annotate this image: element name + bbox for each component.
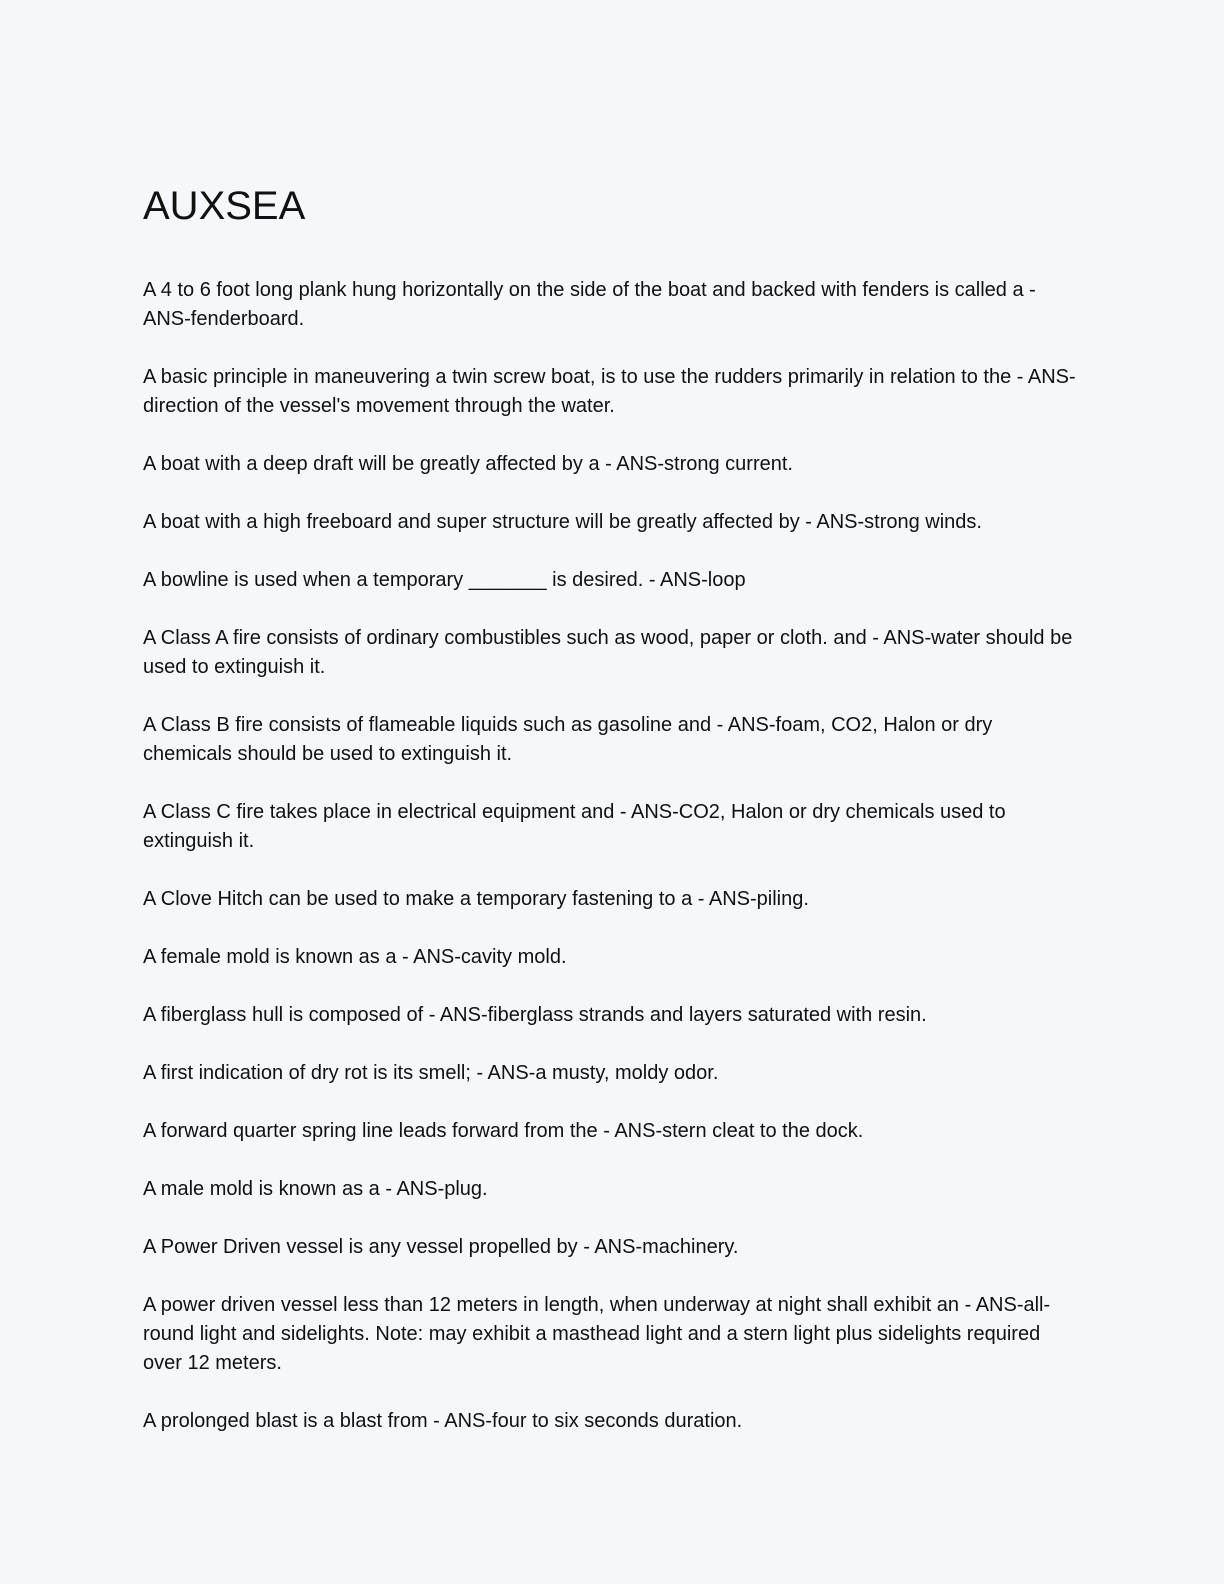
qa-item: A fiberglass hull is composed of - ANS-fiberglass strands and layers saturated with resin. bbox=[143, 1004, 927, 1026]
qa-item: A boat with a high freeboard and super structure will be greatly affected by - ANS-strong winds. bbox=[143, 511, 982, 533]
qa-item: A 4 to 6 foot long plank hung horizontally on the side of the boat and backed with fenders is called a - ANS-fenderboard. bbox=[143, 279, 1036, 330]
qa-item: A boat with a deep draft will be greatly affected by a - ANS-strong current. bbox=[143, 453, 793, 475]
question-answer-list bbox=[143, 276, 1083, 1436]
qa-item: A forward quarter spring line leads forward from the - ANS-stern cleat to the dock. bbox=[143, 1120, 864, 1142]
qa-item: A Power Driven vessel is any vessel propelled by - ANS-machinery. bbox=[143, 1236, 739, 1258]
qa-item: A female mold is known as a - ANS-cavity mold. bbox=[143, 946, 567, 968]
qa-item: A basic principle in maneuvering a twin screw boat, is to use the rudders primarily in relation to the - ANS-direction of the vessel's movement through the water. bbox=[143, 366, 1076, 417]
qa-item: A Class B fire consists of flameable liquids such as gasoline and - ANS-foam, CO2, Halon or dry chemicals should be used to extinguish it. bbox=[143, 714, 993, 765]
document-page bbox=[143, 178, 1083, 1465]
qa-item: A power driven vessel less than 12 meters in length, when underway at night shall exhibit an - ANS-all-round light and sidelights. Note: may exhibit a masthead light and a stern light plus sidelights required over 12 meters. bbox=[143, 1294, 1051, 1374]
qa-item: A prolonged blast is a blast from - ANS-four to six seconds duration. bbox=[143, 1410, 743, 1432]
qa-item: A Class C fire takes place in electrical equipment and - ANS-CO2, Halon or dry chemicals used to extinguish it. bbox=[143, 801, 1006, 852]
qa-item: A male mold is known as a - ANS-plug. bbox=[143, 1178, 488, 1200]
qa-item: A Class A fire consists of ordinary combustibles such as wood, paper or cloth. and - ANS-water should be used to extinguish it. bbox=[143, 627, 1073, 678]
qa-item: A first indication of dry rot is its smell; - ANS-a musty, moldy odor. bbox=[143, 1062, 719, 1084]
qa-item: A Clove Hitch can be used to make a temporary fastening to a - ANS-piling. bbox=[143, 888, 809, 910]
document-title: AUXSEA bbox=[143, 184, 306, 228]
qa-item: A bowline is used when a temporary _______ is desired. - ANS-loop bbox=[143, 569, 746, 591]
